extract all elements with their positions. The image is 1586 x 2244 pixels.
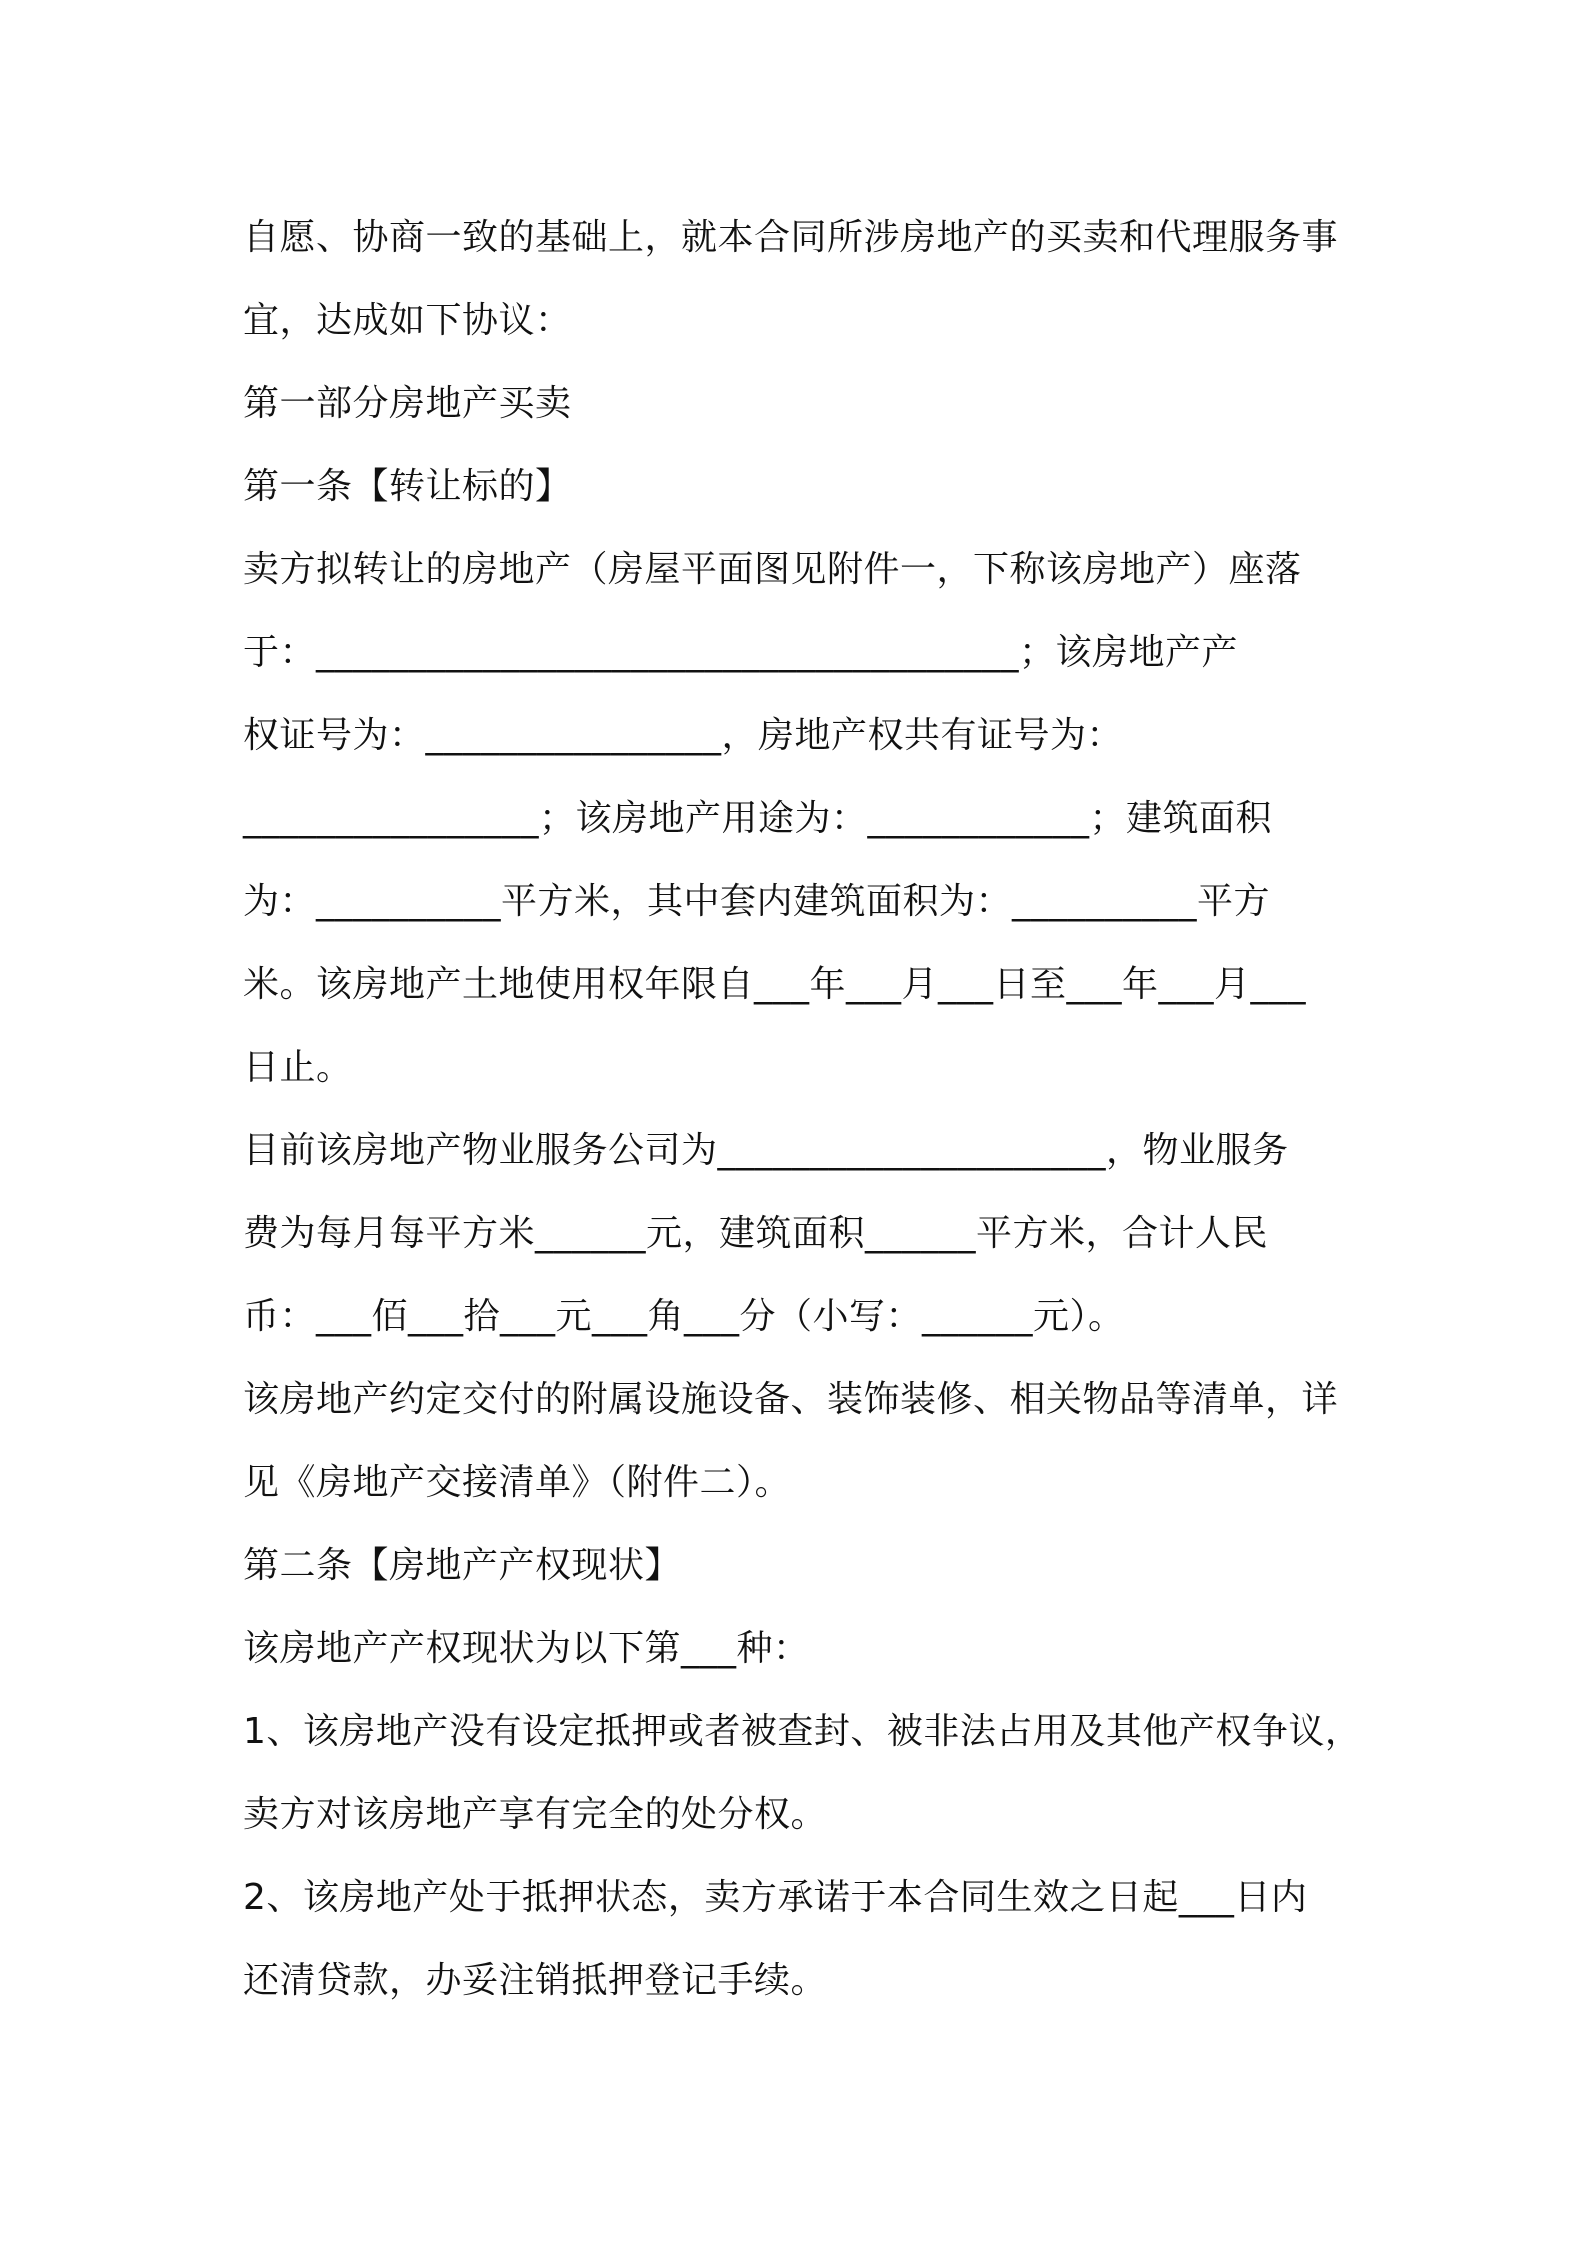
text-line: 该房地产产权现状为以下第___种： [243,1628,810,1669]
text-line: 目前该房地产物业服务公司为_____________________，物业服务 [243,1130,1289,1171]
text-line: 见《房地产交接清单》（附件二）。 [243,1462,792,1503]
text-line: 该房地产约定交付的附属设施设备、装饰装修、相关物品等清单，详 [243,1379,1339,1420]
section-heading: 第一部分房地产买卖 [243,383,572,424]
text-line: 费为每月每平方米______元，建筑面积______平方米，合计人民 [243,1213,1269,1254]
article-heading: 第二条【房地产产权现状】 [243,1545,682,1586]
text-line: 为：__________平方米，其中套内建筑面积为：__________平方 [243,881,1271,922]
text-line: 宜，达成如下协议： [243,300,572,341]
text-line: 日止。 [243,1047,353,1088]
text-line: ________________；该房地产用途为：____________；建筑面积 [243,798,1273,839]
text-line: 1、该房地产没有设定抵押或者被查封、被非法占用及其他产权争议， [243,1711,1362,1752]
text-line: 权证号为：________________，房地产权共有证号为： [243,715,1124,756]
text-line: 2、该房地产处于抵押状态，卖方承诺于本合同生效之日起___日内 [243,1877,1308,1918]
text-line: 自愿、协商一致的基础上，就本合同所涉房地产的买卖和代理服务事 [243,217,1339,258]
text-line: 卖方对该房地产享有完全的处分权。 [243,1794,828,1835]
text-line: 币：___佰___拾___元___角___分（小写：______元）。 [243,1296,1125,1337]
text-line: 于：______________________________________；该房地产产 [243,632,1239,673]
text-line: 还清贷款，办妥注销抵押登记手续。 [243,1960,828,2001]
document-body [243,196,1363,2022]
text-line: 卖方拟转让的房地产（房屋平面图见附件一，下称该房地产）座落 [243,549,1302,590]
article-heading: 第一条【转让标的】 [243,466,572,507]
text-line: 米。该房地产土地使用权年限自___年___月___日至___年___月___ [243,964,1307,1005]
